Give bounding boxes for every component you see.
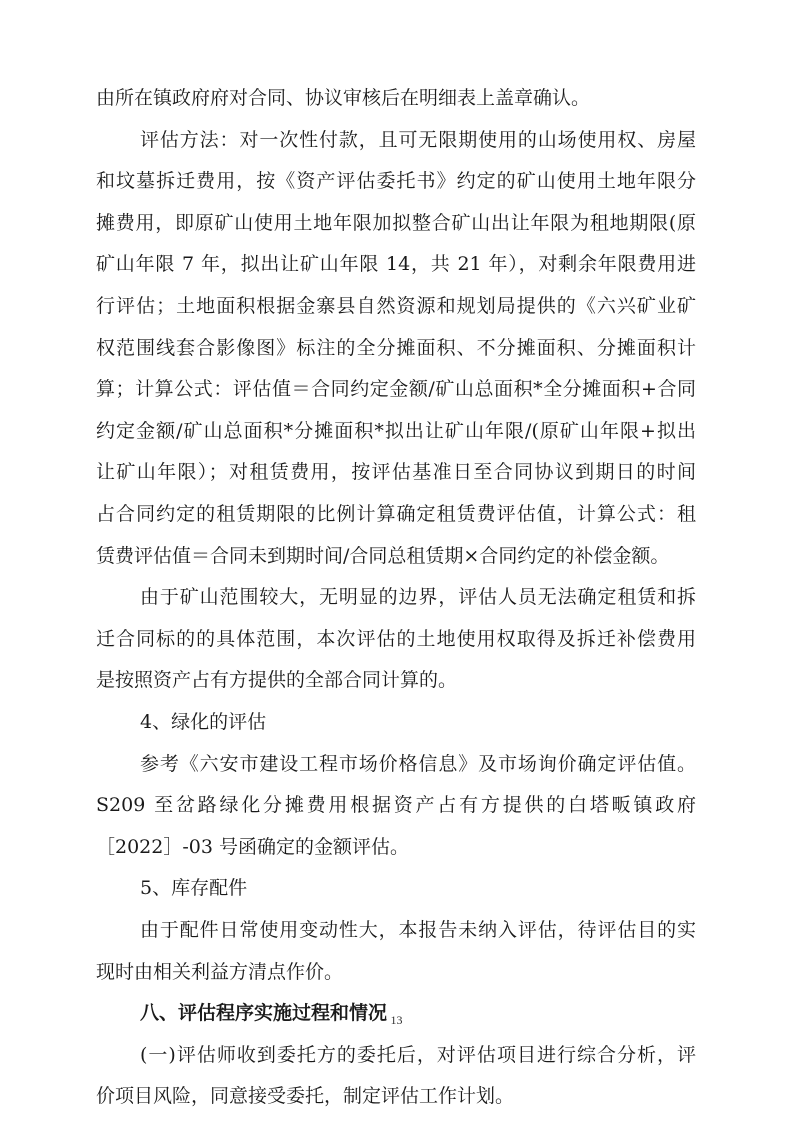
text-line: 赁费评估值＝合同未到期时间/合同总租赁期×合同约定的补偿金额。 — [96, 544, 670, 567]
text-line: (一)评估师收到委托方的委托后，对评估项目进行综合分析，评 — [140, 1043, 696, 1066]
text-line: 占合同约定的租赁期限的比例计算确定租赁费评估值，计算公式：租 — [96, 503, 696, 525]
text-line: 现时由相关利益方清点作价。 — [96, 960, 344, 983]
text-line: 摊费用，即原矿山使用土地年限加拟整合矿山出让年限为租地期限(原 — [96, 211, 696, 234]
section-heading: 八、评估程序实施过程和情况 — [140, 1002, 388, 1025]
text-line: 和坟墓拆迁费用，按《资产评估委托书》约定的矿山使用土地年限分 — [96, 170, 696, 193]
text-line: 约定金额/矿山总面积*分摊面积*拟出让矿山年限/(原矿山年限+拟出 — [96, 419, 696, 442]
text-line: 参考《六安市建设工程市场价格信息》及市场询价确定评估值。 — [140, 752, 696, 775]
text-line: 让矿山年限）；对租赁费用，按评估基准日至合同协议到期日的时间 — [96, 461, 696, 484]
text-line: 权范围线套合影像图》标注的全分摊面积、不分摊面积、分摊面积计 — [96, 336, 696, 359]
text-line: S209 至岔路绿化分摊费用根据资产占有方提供的白塔畈镇政府 — [96, 794, 696, 817]
text-line: 是按照资产占有方提供的全部合同计算的。 — [96, 669, 458, 692]
text-line: 价项目风险，同意接受委托，制定评估工作计划。 — [96, 1085, 515, 1108]
section-heading: 5、库存配件 — [140, 877, 248, 900]
text-line: 行评估；土地面积根据金寨县自然资源和规划局提供的《六兴矿业矿 — [96, 295, 696, 317]
text-line: 算；计算公式：评估值＝合同约定金额/矿山总面积*全分摊面积+合同 — [96, 378, 696, 401]
text-line: 矿山年限 7 年，拟出让矿山年限 14，共 21 年），对剩余年限费用进 — [96, 253, 696, 276]
text-line: 由所在镇政府府对合同、协议审核后在明细表上盖章确认。 — [96, 87, 591, 109]
text-line: 由于配件日常使用变动性大，本报告未纳入评估，待评估目的实 — [140, 919, 696, 941]
text-line: ［2022］-03 号函确定的金额评估。 — [96, 835, 409, 858]
text-line: 迁合同标的的具体范围，本次评估的土地使用权取得及拆迁补偿费用 — [96, 627, 696, 650]
text-line: 由于矿山范围较大，无明显的边界，评估人员无法确定租赁和拆 — [140, 586, 696, 609]
text-line: 评估方法：对一次性付款，且可无限期使用的山场使用权、房屋 — [140, 128, 696, 151]
page-number: 13 — [390, 1013, 403, 1027]
section-heading: 4、绿化的评估 — [140, 711, 267, 733]
